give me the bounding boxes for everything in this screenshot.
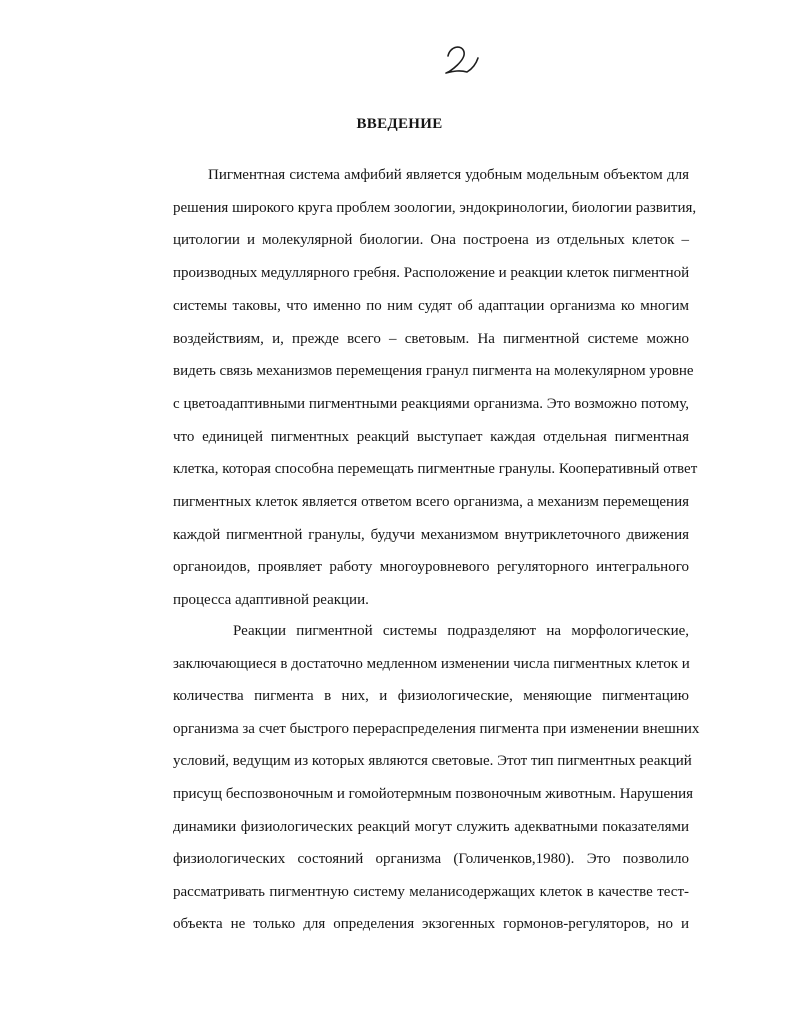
handwritten-page-number: [440, 40, 490, 80]
paragraph-reactions: [173, 623, 700, 933]
text-line: каждой пигментной гранулы, будучи механизмом внутриклеточного движения: [173, 526, 689, 543]
text-line: Реакции пигментной системы подразделяют на морфологические,: [233, 623, 689, 639]
text-line: системы таковы, что именно по ним судят об адаптации организма ко многим: [173, 297, 689, 314]
paragraph-intro: [173, 167, 698, 609]
text-line: динамики физиологических реакций могут служить адекватными показателями: [173, 818, 689, 835]
text-line: клетка, которая способна перемещать пигментные гранулы. Кооперативный ответ: [173, 461, 698, 478]
text-line: физиологических состояний организма (Голиченков,1980). Это позволило: [173, 851, 689, 868]
text-line: пигментных клеток является ответом всего организма, а механизм перемещения: [173, 494, 689, 510]
text-line: воздействиям, и, прежде всего – световым. На пигментной системе можно: [173, 330, 689, 347]
text-line: цитологии и молекулярной биологии. Она построена из отдельных клеток –: [173, 232, 689, 249]
text-line: с цветоадаптивными пигментными реакциями организма. Это возможно потому,: [173, 395, 689, 412]
text-line: присущ беспозвоночным и гомойотермным позвоночным животным. Нарушения: [173, 786, 694, 802]
text-line: объекта не только для определения экзогенных гормонов-регуляторов, но и: [173, 916, 689, 933]
text-line: условий, ведущим из которых являются световые. Этот тип пигментных реакций: [173, 753, 692, 770]
section-heading: ВВЕДЕНИЕ: [356, 116, 443, 132]
handwritten-page-number-mark: [440, 40, 490, 80]
text-line: производных медуллярного гребня. Расположение и реакции клеток пигментной: [173, 265, 690, 282]
text-line: что единицей пигментных реакций выступает каждая отдельная пигментная: [173, 428, 689, 445]
text-line: количества пигмента в них, и физиологические, меняющие пигментацию: [173, 688, 689, 705]
text-line: рассматривать пигментную систему меланисодержащих клеток в качестве тест-: [173, 883, 689, 900]
text-line: видеть связь механизмов перемещения гранул пигмента на молекулярном уровне: [173, 363, 694, 380]
text-line: процесса адаптивной реакции.: [173, 592, 369, 609]
text-line: организма за счет быстрого перераспределения пигмента при изменении внешних: [173, 720, 700, 737]
text-line: решения широкого круга проблем зоологии, эндокринологии, биологии развития,: [173, 199, 697, 216]
text-line: органоидов, проявляет работу многоуровневого регуляторного интегрального: [173, 559, 689, 576]
text-line: Пигментная система амфибий является удобным модельным объектом для: [208, 167, 689, 183]
text-line: заключающиеся в достаточно медленном изменении числа пигментных клеток и: [173, 655, 690, 672]
